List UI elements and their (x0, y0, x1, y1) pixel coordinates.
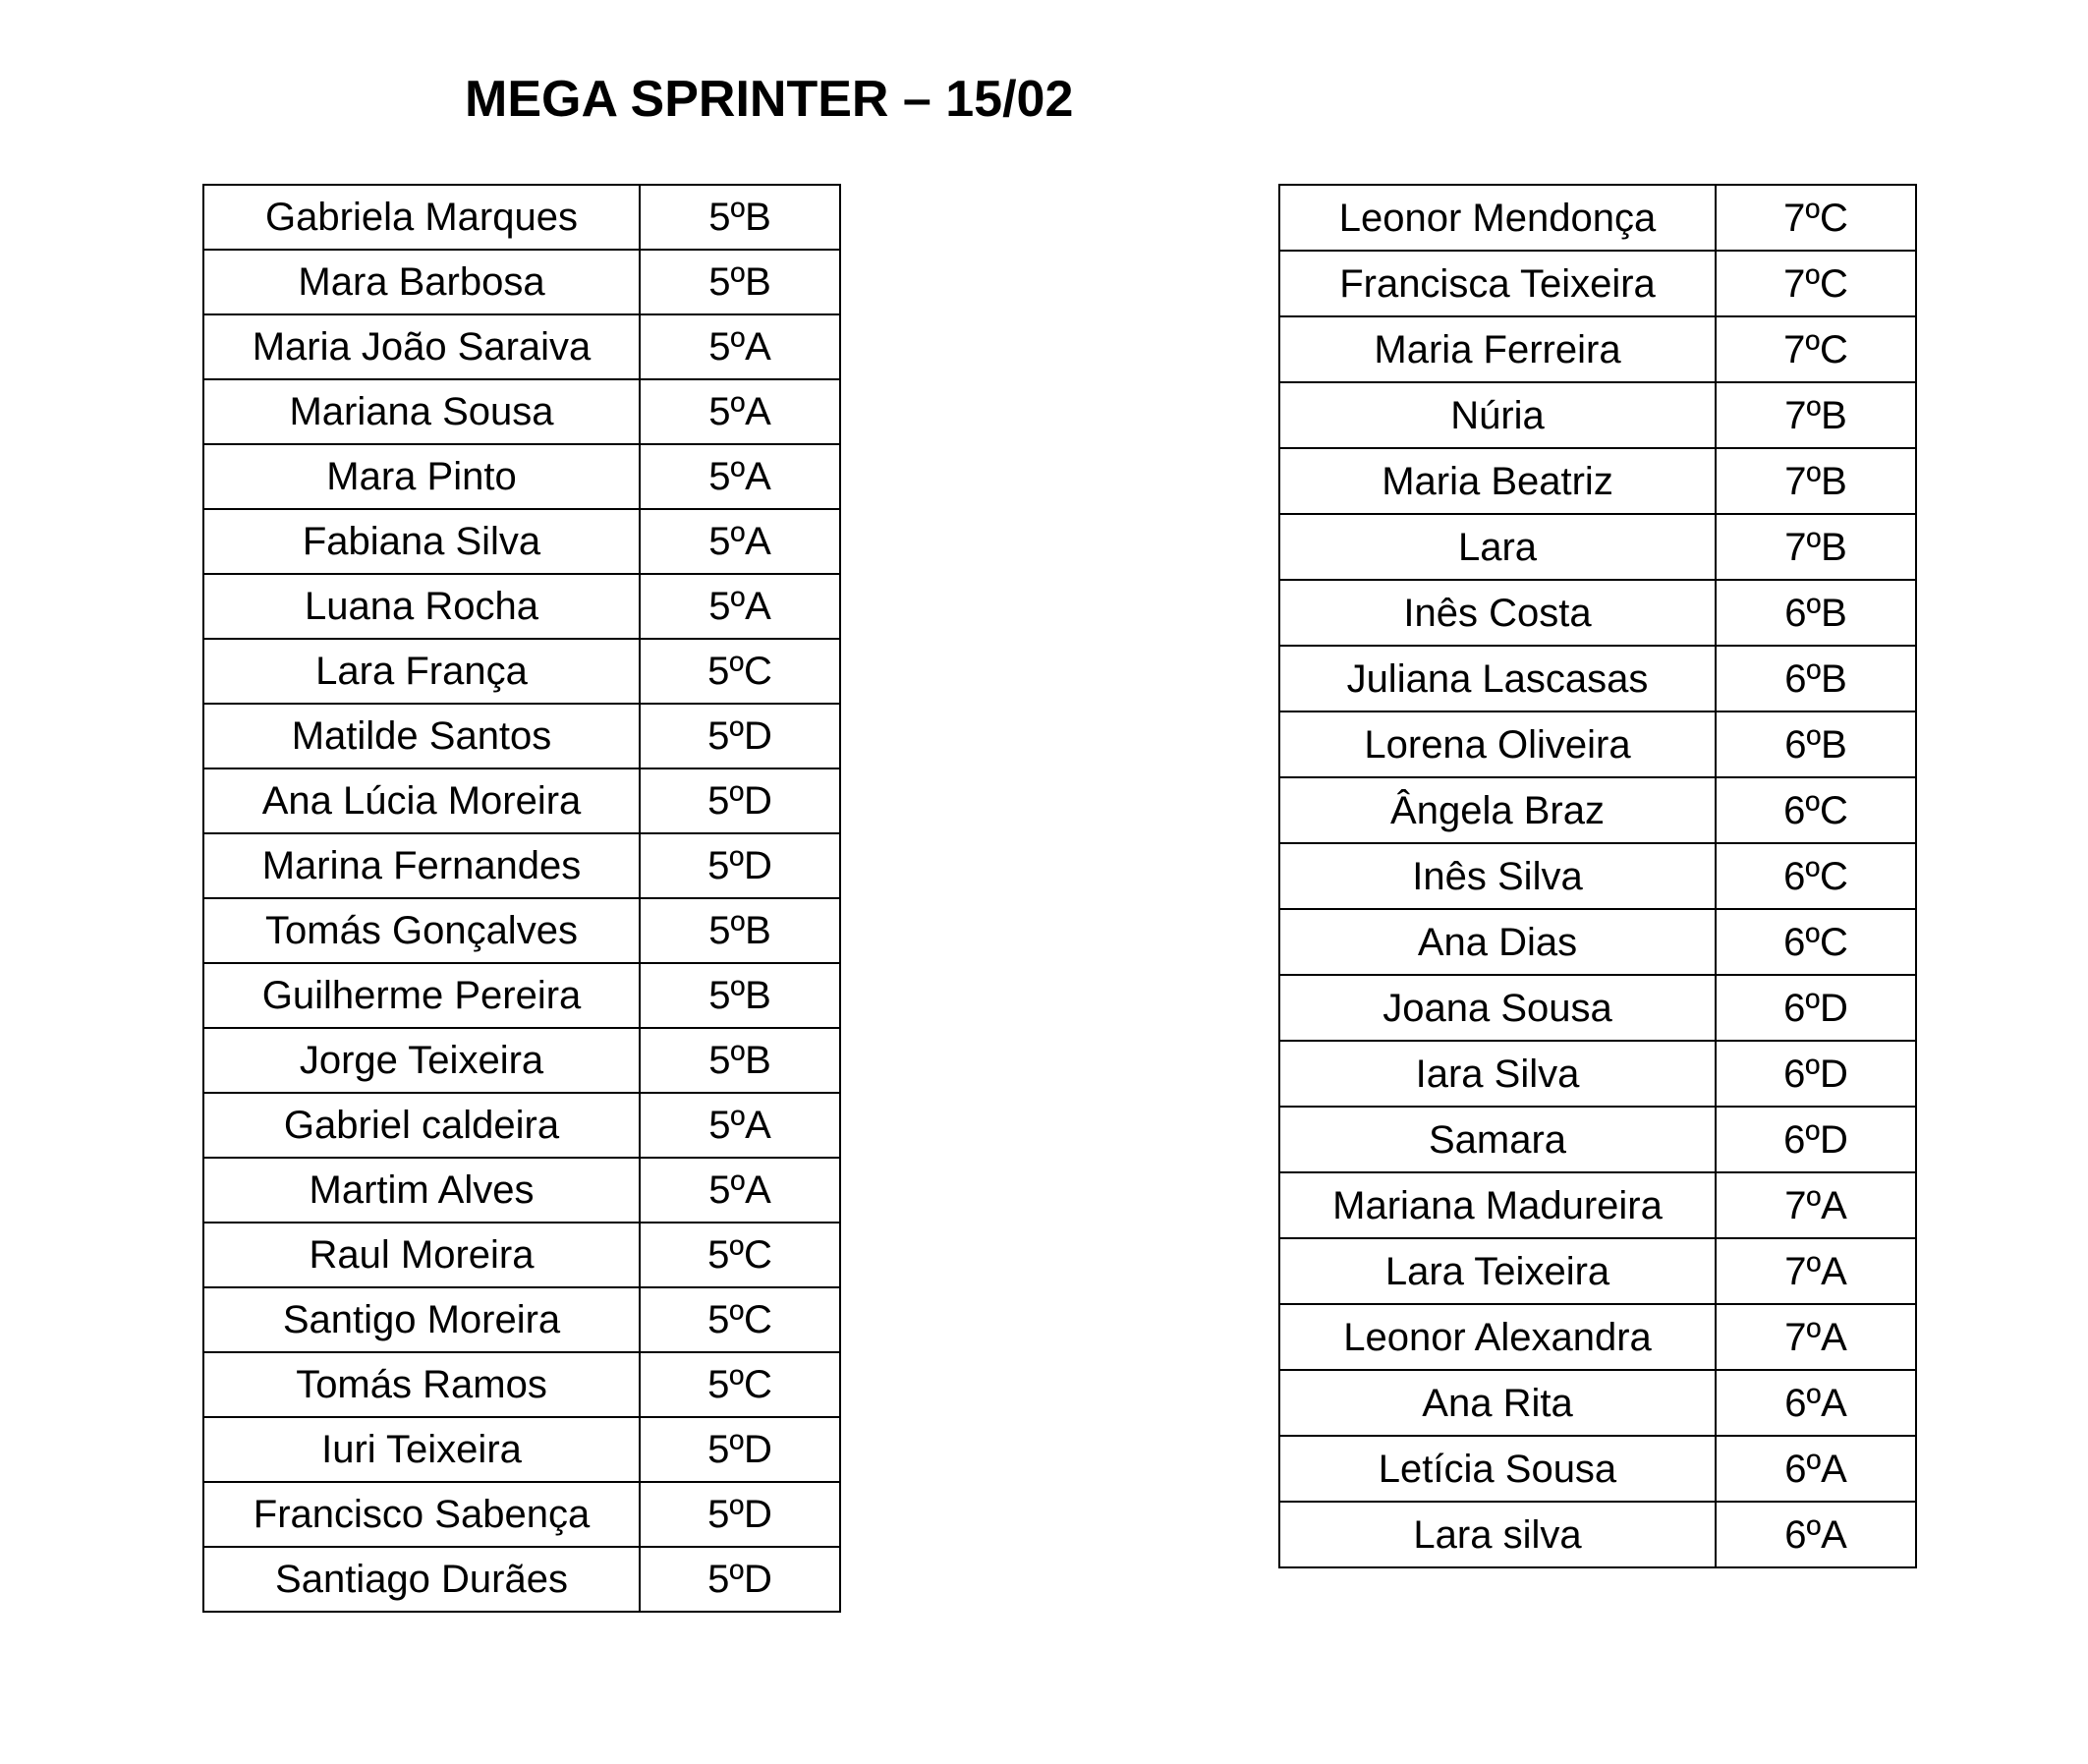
student-name-cell: Jorge Teixeira (203, 1028, 640, 1093)
table-row (203, 250, 840, 314)
table-row (203, 444, 840, 509)
student-name-cell: Raul Moreira (203, 1223, 640, 1287)
table-row (203, 1417, 840, 1482)
class-cell: 5ºA (640, 314, 840, 379)
student-name-cell: Fabiana Silva (203, 509, 640, 574)
student-name-cell: Lara (1279, 514, 1716, 580)
class-cell: 5ºA (640, 444, 840, 509)
student-name-cell: Tomás Gonçalves (203, 898, 640, 963)
class-cell: 5ºB (640, 250, 840, 314)
student-name-cell: Francisca Teixeira (1279, 251, 1716, 316)
student-name-cell: Inês Costa (1279, 580, 1716, 646)
table-row (203, 1547, 840, 1612)
class-cell: 6ºA (1716, 1370, 1916, 1436)
student-name-cell: Luana Rocha (203, 574, 640, 639)
student-name-cell: Lorena Oliveira (1279, 711, 1716, 777)
class-cell: 5ºC (640, 1287, 840, 1352)
table-row (203, 314, 840, 379)
table-row (203, 768, 840, 833)
student-name-cell: Ana Lúcia Moreira (203, 768, 640, 833)
class-cell: 7ºB (1716, 514, 1916, 580)
page-title: MEGA SPRINTER – 15/02 (465, 71, 1074, 128)
student-name-cell: Mariana Sousa (203, 379, 640, 444)
student-name-cell: Ana Rita (1279, 1370, 1716, 1436)
table-row (1279, 1304, 1916, 1370)
table-row (203, 509, 840, 574)
table-row (203, 704, 840, 768)
student-name-cell: Francisco Sabença (203, 1482, 640, 1547)
table-row (203, 185, 840, 250)
roster-table-left (202, 184, 841, 1613)
class-cell: 6ºB (1716, 646, 1916, 711)
table-row (203, 639, 840, 704)
student-name-cell: Inês Silva (1279, 843, 1716, 909)
class-cell: 6ºA (1716, 1502, 1916, 1567)
table-row (1279, 251, 1916, 316)
student-name-cell: Lara França (203, 639, 640, 704)
student-name-cell: Gabriel caldeira (203, 1093, 640, 1158)
table-row (203, 1287, 840, 1352)
student-name-cell: Mara Pinto (203, 444, 640, 509)
class-cell: 5ºD (640, 768, 840, 833)
table-row (1279, 975, 1916, 1041)
class-cell: 5ºB (640, 963, 840, 1028)
class-cell: 7ºA (1716, 1172, 1916, 1238)
class-cell: 7ºB (1716, 448, 1916, 514)
class-cell: 5ºB (640, 898, 840, 963)
table-row (1279, 909, 1916, 975)
table-row (1279, 316, 1916, 382)
student-name-cell: Matilde Santos (203, 704, 640, 768)
class-cell: 5ºD (640, 1482, 840, 1547)
table-row (203, 1028, 840, 1093)
table-row (1279, 514, 1916, 580)
student-name-cell: Marina Fernandes (203, 833, 640, 898)
class-cell: 7ºA (1716, 1238, 1916, 1304)
class-cell: 6ºD (1716, 1107, 1916, 1172)
table-row (1279, 580, 1916, 646)
class-cell: 6ºC (1716, 909, 1916, 975)
table-row (1279, 1238, 1916, 1304)
student-name-cell: Maria Ferreira (1279, 316, 1716, 382)
student-name-cell: Ana Dias (1279, 909, 1716, 975)
student-name-cell: Mara Barbosa (203, 250, 640, 314)
class-cell: 5ºB (640, 1028, 840, 1093)
table-row (1279, 382, 1916, 448)
table-row (203, 1223, 840, 1287)
table-row (203, 898, 840, 963)
student-name-cell: Samara (1279, 1107, 1716, 1172)
class-cell: 5ºB (640, 185, 840, 250)
student-name-cell: Lara silva (1279, 1502, 1716, 1567)
class-cell: 6ºD (1716, 1041, 1916, 1107)
table-row (203, 1158, 840, 1223)
class-cell: 6ºD (1716, 975, 1916, 1041)
roster-table-right (1278, 184, 1917, 1568)
class-cell: 6ºB (1716, 580, 1916, 646)
class-cell: 5ºA (640, 379, 840, 444)
class-cell: 6ºC (1716, 843, 1916, 909)
student-name-cell: Santiago Durães (203, 1547, 640, 1612)
class-cell: 5ºA (640, 1158, 840, 1223)
table-row (203, 1482, 840, 1547)
class-cell: 6ºC (1716, 777, 1916, 843)
student-name-cell: Guilherme Pereira (203, 963, 640, 1028)
student-name-cell: Santigo Moreira (203, 1287, 640, 1352)
student-name-cell: Maria Beatriz (1279, 448, 1716, 514)
table-row (1279, 1041, 1916, 1107)
table-row (1279, 1502, 1916, 1567)
student-name-cell: Gabriela Marques (203, 185, 640, 250)
class-cell: 5ºC (640, 1223, 840, 1287)
class-cell: 6ºA (1716, 1436, 1916, 1502)
class-cell: 7ºC (1716, 251, 1916, 316)
class-cell: 7ºC (1716, 185, 1916, 251)
class-cell: 5ºD (640, 704, 840, 768)
student-name-cell: Letícia Sousa (1279, 1436, 1716, 1502)
class-cell: 7ºA (1716, 1304, 1916, 1370)
student-name-cell: Iuri Teixeira (203, 1417, 640, 1482)
class-cell: 5ºC (640, 1352, 840, 1417)
table-row (1279, 1172, 1916, 1238)
student-name-cell: Joana Sousa (1279, 975, 1716, 1041)
table-row (203, 963, 840, 1028)
table-row (1279, 843, 1916, 909)
table-row (203, 379, 840, 444)
class-cell: 7ºC (1716, 316, 1916, 382)
table-row (1279, 185, 1916, 251)
student-name-cell: Tomás Ramos (203, 1352, 640, 1417)
student-name-cell: Maria João Saraiva (203, 314, 640, 379)
class-cell: 5ºD (640, 833, 840, 898)
class-cell: 7ºB (1716, 382, 1916, 448)
table-row (1279, 711, 1916, 777)
student-name-cell: Martim Alves (203, 1158, 640, 1223)
table-row (1279, 1107, 1916, 1172)
class-cell: 5ºC (640, 639, 840, 704)
class-cell: 5ºA (640, 1093, 840, 1158)
table-row (1279, 1436, 1916, 1502)
table-row (203, 574, 840, 639)
student-name-cell: Iara Silva (1279, 1041, 1716, 1107)
student-name-cell: Núria (1279, 382, 1716, 448)
student-name-cell: Mariana Madureira (1279, 1172, 1716, 1238)
table-row (203, 833, 840, 898)
class-cell: 6ºB (1716, 711, 1916, 777)
student-name-cell: Ângela Braz (1279, 777, 1716, 843)
class-cell: 5ºA (640, 574, 840, 639)
table-row (203, 1352, 840, 1417)
class-cell: 5ºA (640, 509, 840, 574)
class-cell: 5ºD (640, 1417, 840, 1482)
student-name-cell: Juliana Lascasas (1279, 646, 1716, 711)
table-row (1279, 646, 1916, 711)
student-name-cell: Lara Teixeira (1279, 1238, 1716, 1304)
table-row (203, 1093, 840, 1158)
student-name-cell: Leonor Alexandra (1279, 1304, 1716, 1370)
table-row (1279, 1370, 1916, 1436)
table-row (1279, 448, 1916, 514)
table-row (1279, 777, 1916, 843)
class-cell: 5ºD (640, 1547, 840, 1612)
student-name-cell: Leonor Mendonça (1279, 185, 1716, 251)
